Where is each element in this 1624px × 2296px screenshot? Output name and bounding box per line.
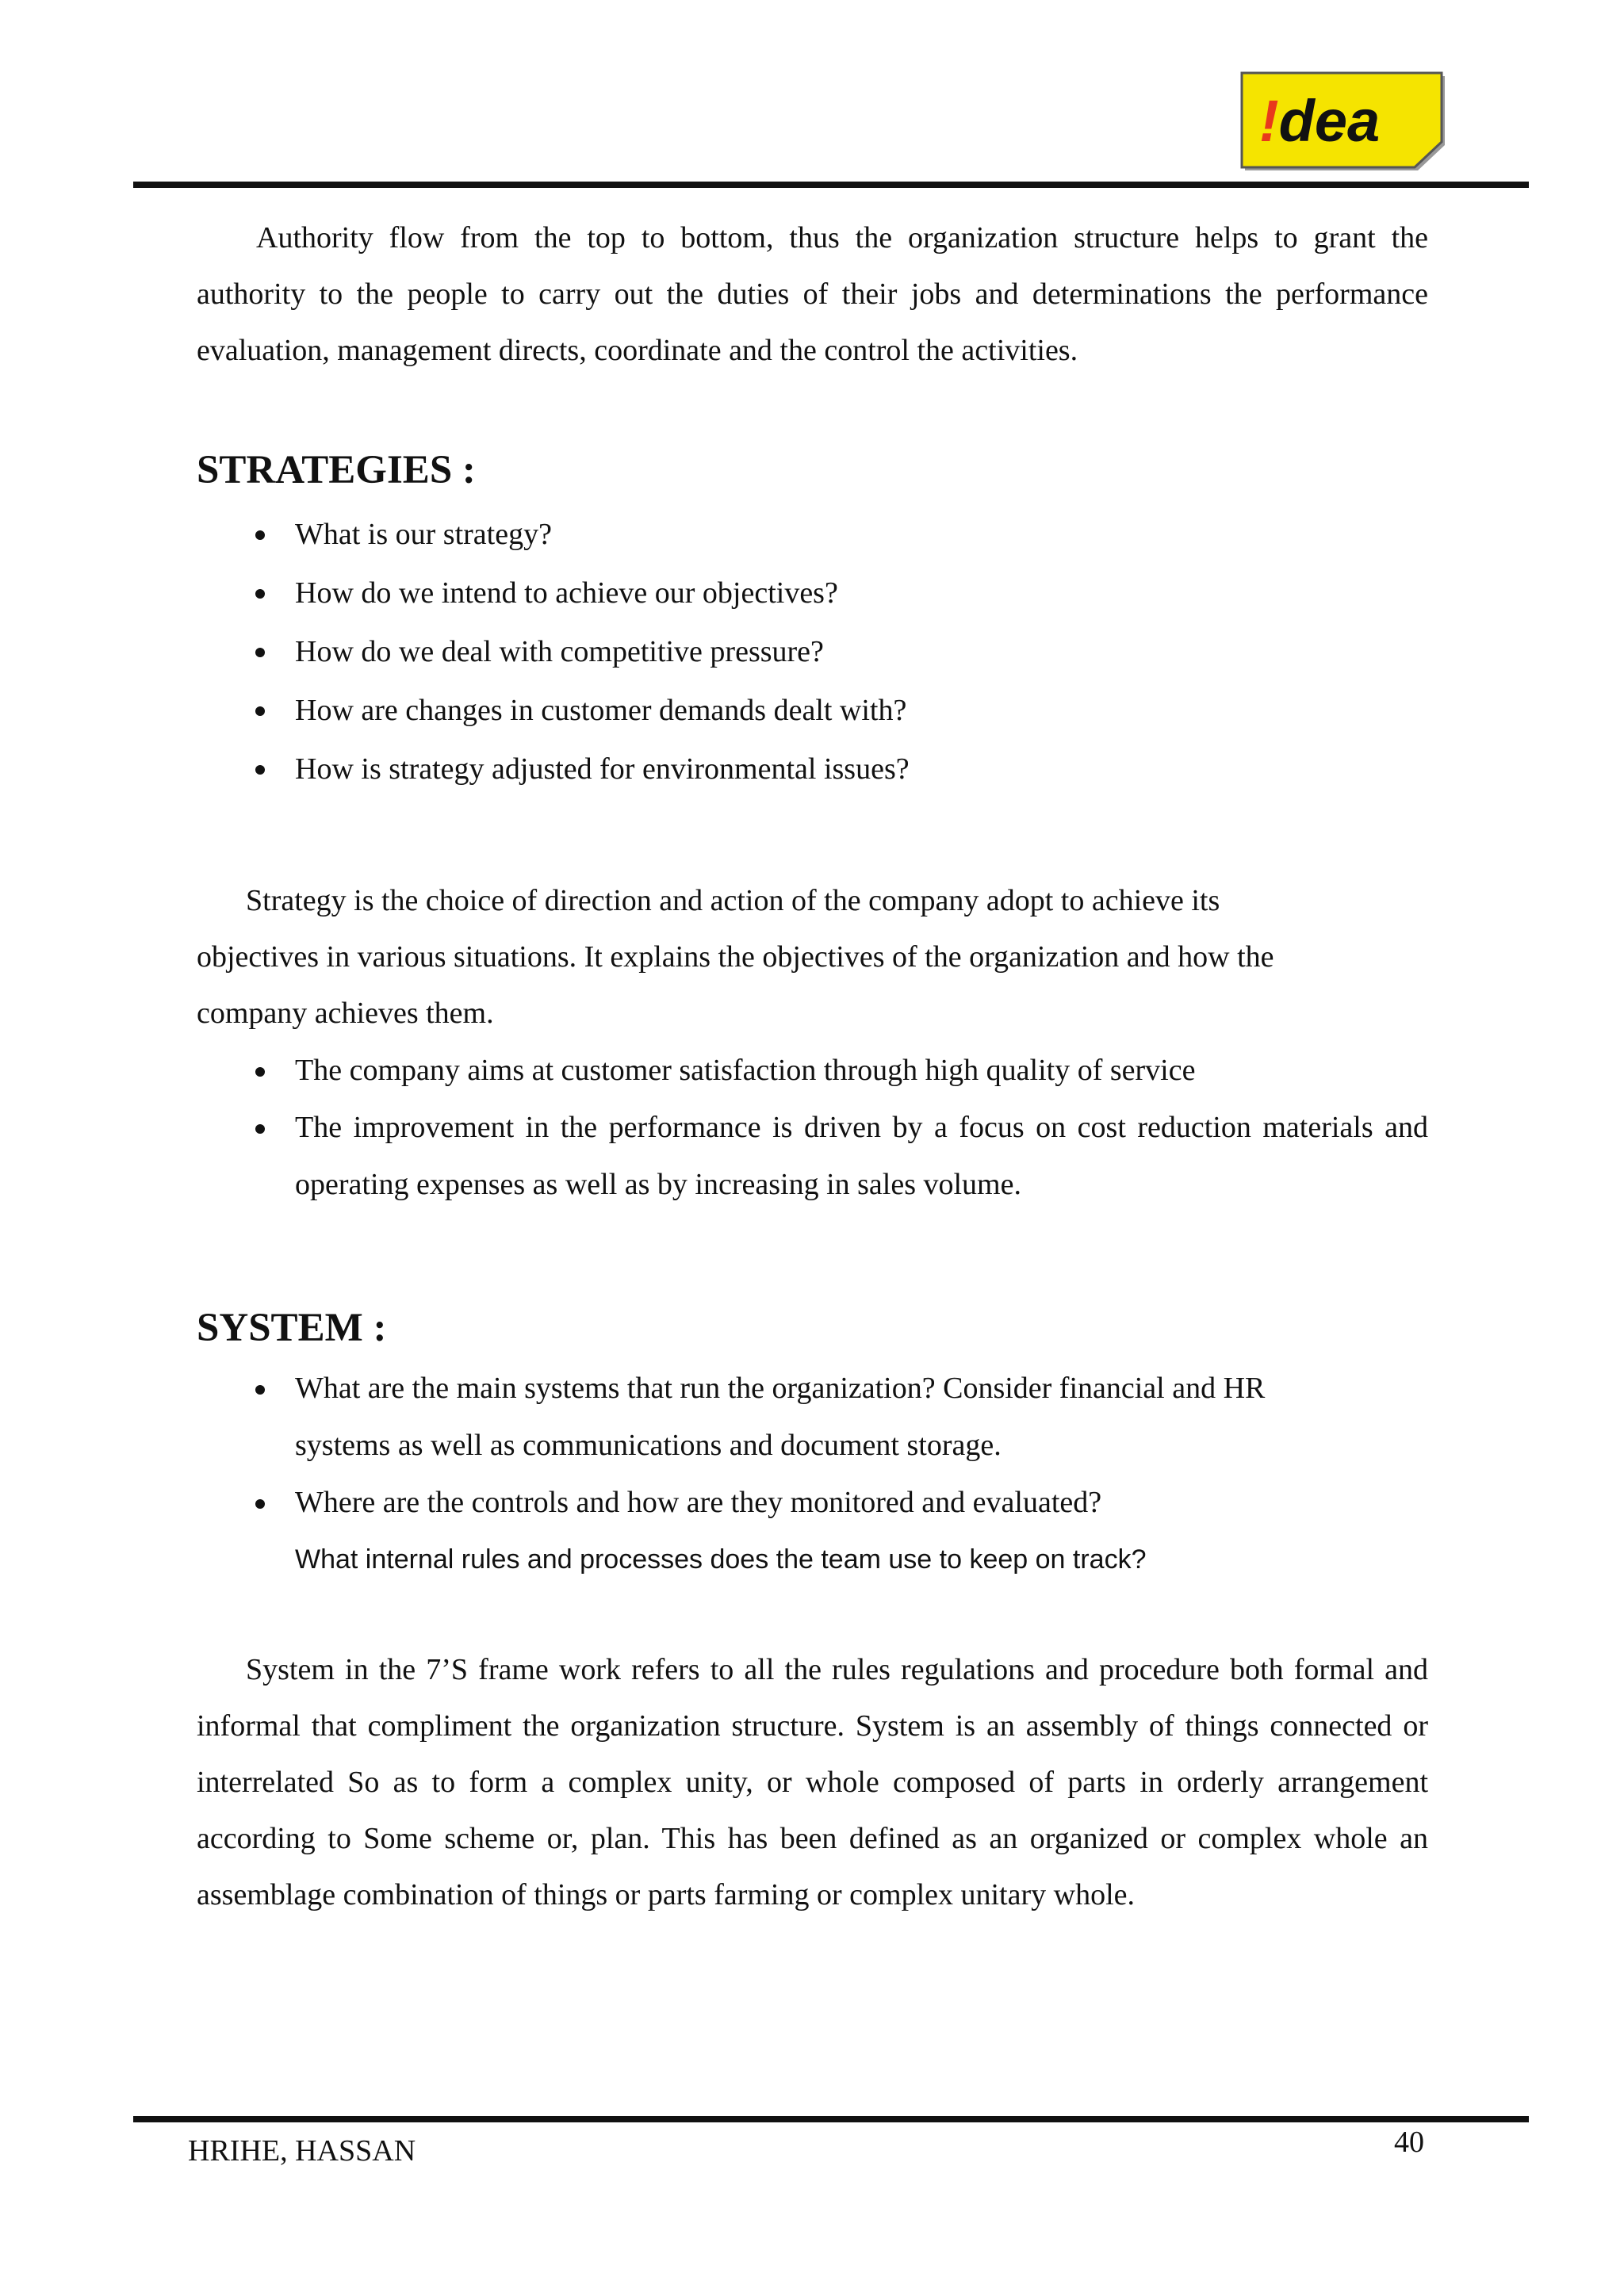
- list-item: What is our strategy?: [197, 505, 1428, 564]
- list-item: How do we deal with competitive pressure?: [197, 622, 1428, 681]
- system-heading: SYSTEM :: [197, 1306, 387, 1350]
- strategy-points-list: [197, 1042, 1428, 1213]
- list-item: The improvement in the performance is driven by a focus on cost reduction materials and operating expenses as well as by increasing in sales volume.: [197, 1099, 1428, 1213]
- list-item: The company aims at customer satisfaction through high quality of service: [197, 1042, 1428, 1099]
- system-note: What internal rules and processes does the team use to keep on track?: [295, 1544, 1147, 1575]
- list-item: How do we intend to achieve our objectives?: [197, 564, 1428, 622]
- page-content: [197, 210, 1428, 1923]
- page-number: 40: [1394, 2126, 1424, 2159]
- list-item: How are changes in customer demands dealt with?: [197, 681, 1428, 740]
- footer-rule: [133, 2116, 1529, 2122]
- list-item: How is strategy adjusted for environmental issues?: [197, 740, 1428, 798]
- idea-logo: [1237, 70, 1451, 177]
- system-paragraph: System in the 7’S frame work refers to all the rules regulations and procedure both formal and informal that compliment the organization structure. System is an assembly of things connected or interrelated So as to form a complex unity, or whole composed of parts in orderly arrangement according to Some scheme or, plan. This has been defined as an organized or complex whole an assemblage combination of things or parts farming or complex unitary whole.: [197, 1653, 1428, 1911]
- header-rule: [133, 182, 1529, 188]
- strategies-heading: STRATEGIES :: [197, 448, 476, 492]
- list-item: Where are the controls and how are they monitored and evaluated?: [197, 1474, 1349, 1531]
- system-question-list: [197, 1360, 1428, 1531]
- strategies-question-list: [197, 505, 1428, 798]
- strategy-paragraph: Strategy is the choice of direction and action of the company adopt to achieve its objectives in various situations. It explains the objectives of the organization and how the company achieves them.: [197, 884, 1274, 1030]
- svg-text:!dea: !dea: [1259, 88, 1381, 154]
- footer-author: HRIHE, HASSAN: [188, 2134, 416, 2168]
- list-item: What are the main systems that run the organization? Consider financial and HR systems as well as communications and document storage.: [197, 1360, 1349, 1474]
- intro-paragraph: Authority flow from the top to bottom, thus the organization structure helps to grant the authority to the people to carry out the duties of their jobs and determinations the performance evaluation, management directs, coordinate and the control the activities.: [197, 221, 1428, 367]
